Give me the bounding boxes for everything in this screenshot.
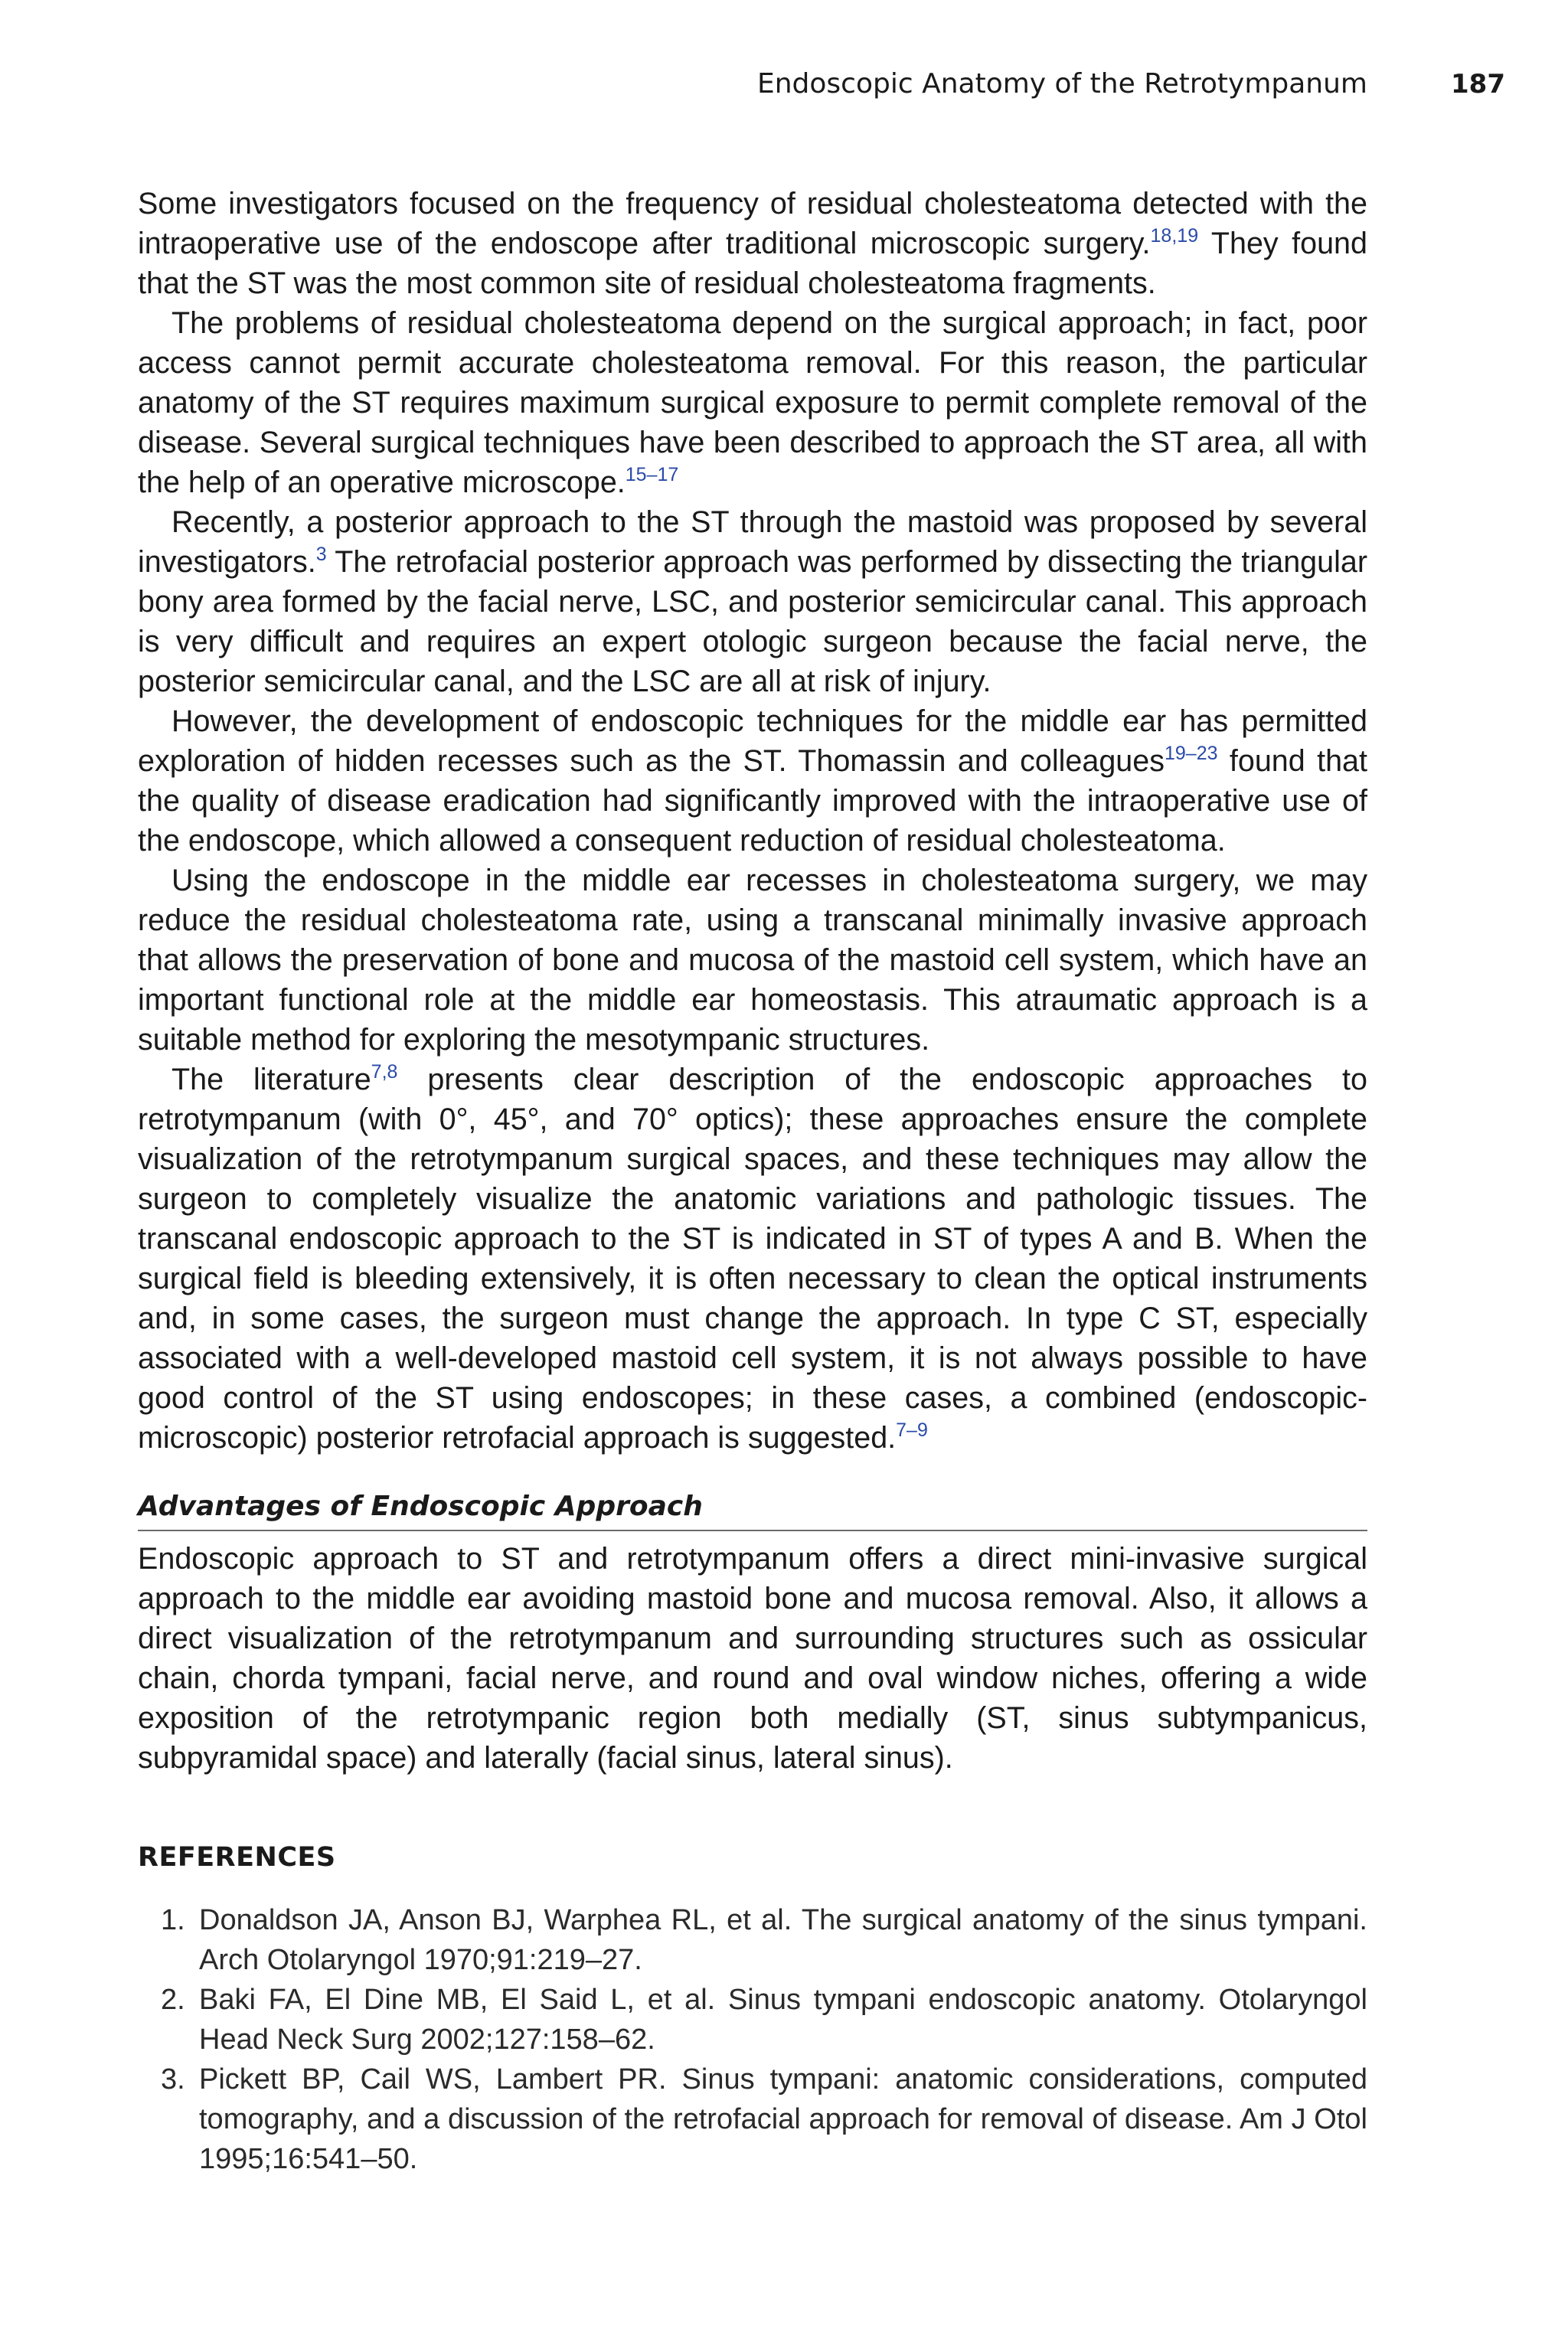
reference-item	[138, 2060, 1367, 2179]
citation-link[interactable]: 18,19	[1150, 225, 1199, 247]
paragraph-text: Some investigators focused on the frequency of residual cholesteatoma detected with the intraoperative use of the endoscope after traditional microscopic surgery.	[138, 187, 1367, 260]
paragraph-text: The literature	[172, 1063, 371, 1096]
reference-item	[138, 1900, 1367, 1980]
paragraph-literature	[138, 1060, 1367, 1458]
paragraph-endoscopic-techniques	[138, 701, 1367, 861]
paragraph-text: Recently, a posterior approach to the ST through the mastoid was proposed by several investigators.	[138, 505, 1367, 579]
subsection-heading: Advantages of Endoscopic Approach	[138, 1487, 1367, 1531]
reference-number: 2.	[161, 1984, 185, 2016]
reference-number: 1.	[161, 1904, 185, 1936]
citation-link[interactable]: 15–17	[625, 464, 679, 485]
page-header	[138, 64, 1505, 104]
article-body	[138, 184, 1367, 2179]
citation-link[interactable]: 19–23	[1164, 743, 1218, 764]
paragraph-text: The problems of residual cholesteatoma depend on the surgical approach; in fact, poor access cannot permit accurate cholesteatoma removal. For this reason, the particular anatomy of the ST requires maximum surgical exposure to permit complete removal of the disease. Several surgical techniques have been described to approach the ST area, all with the help of an operative microscope.	[138, 306, 1367, 499]
citation-link[interactable]: 7–9	[896, 1419, 928, 1441]
references-heading: REFERENCES	[138, 1842, 336, 1873]
paragraph-surgical-approach	[138, 303, 1367, 502]
citation-link[interactable]: 3	[315, 544, 327, 565]
paragraph-text: However, the development of endoscopic techniques for the middle ear has permitted exploration of hidden recesses such as the ST. Thomassin and colleagues	[138, 704, 1367, 778]
paragraph-text: presents clear description of the endoscopic approaches to retrotympanum (with 0°, 45°, and 70° optics); these approaches ensure the complete visualization of the retrotympanum surgical spaces, and these techniques may allow the surgeon to completely visualize the anatomic variations and pathologic tissues. The transcanal endoscopic approach to the ST is indicated in ST of types A and B. When the surgical field is bleeding extensively, it is often necessary to clean the optical instruments and, in some cases, the surgeon must change the approach. In type C ST, especially associated with a well-developed mastoid cell system, it is not always possible to have good control of the ST using endoscopes; in these cases, a combined (endoscopic-microscopic) posterior retrofacial approach is suggested.	[138, 1063, 1367, 1455]
reference-number: 3.	[161, 2063, 185, 2096]
citation-link[interactable]: 7,8	[371, 1061, 398, 1083]
paragraph-text: Using the endoscope in the middle ear recesses in cholesteatoma surgery, we may reduce the residual cholesteatoma rate, using a transcanal minimally invasive approach that allows the preservation of bone and mucosa of the mastoid cell system, which have an important functional role at the middle ear homeostasis. This atraumatic approach is a suitable method for exploring the mesotympanic structures.	[138, 864, 1367, 1057]
paragraph-posterior-approach	[138, 502, 1367, 701]
paragraph-text: found that the quality of disease eradication had significantly improved with the intraoperative use of the endoscope, which allowed a consequent reduction of residual cholesteatoma.	[138, 744, 1367, 858]
paragraph-advantages: Endoscopic approach to ST and retrotympanum offers a direct mini-invasive surgical approach to the middle ear avoiding mastoid bone and mucosa removal. Also, it allows a direct visualization of the retrotympanum and surrounding structures such as ossicular chain, chorda tympani, facial nerve, and round and oval window niches, offering a wide exposition of the retrotympanic region both medially (ST, sinus subtympanicus, subpyramidal space) and laterally (facial sinus, lateral sinus).	[138, 1542, 1367, 1775]
paragraph-text: They found that the ST was the most common site of residual cholesteatoma fragments.	[138, 227, 1367, 300]
reference-list	[138, 1900, 1367, 2179]
reference-item	[138, 1980, 1367, 2060]
paragraph-middle-ear-recesses	[138, 861, 1367, 1060]
paragraph-residual-cholesteatoma	[138, 184, 1367, 303]
reference-text: Baki FA, El Dine MB, El Said L, et al. Sinus tympani endoscopic anatomy. Otolaryngol Head Neck Surg 2002;127:158–62.	[199, 1984, 1367, 2056]
reference-text: Pickett BP, Cail WS, Lambert PR. Sinus tympani: anatomic considerations, computed tomography, and a discussion of the retrofacial approach for removal of disease. Am J Otol 1995;16:541–50.	[199, 2063, 1367, 2175]
running-title: Endoscopic Anatomy of the Retrotympanum	[756, 68, 1367, 100]
paragraph-text: The retrofacial posterior approach was performed by dissecting the triangular bony area formed by the facial nerve, LSC, and posterior semicircular canal. This approach is very difficult and requires an expert otologic surgeon because the facial nerve, the posterior semicircular canal, and the LSC are all at risk of injury.	[138, 545, 1367, 698]
page-number: 187	[1451, 69, 1505, 100]
reference-text: Donaldson JA, Anson BJ, Warphea RL, et al. The surgical anatomy of the sinus tympani. Arch Otolaryngol 1970;91:219–27.	[199, 1904, 1367, 1976]
